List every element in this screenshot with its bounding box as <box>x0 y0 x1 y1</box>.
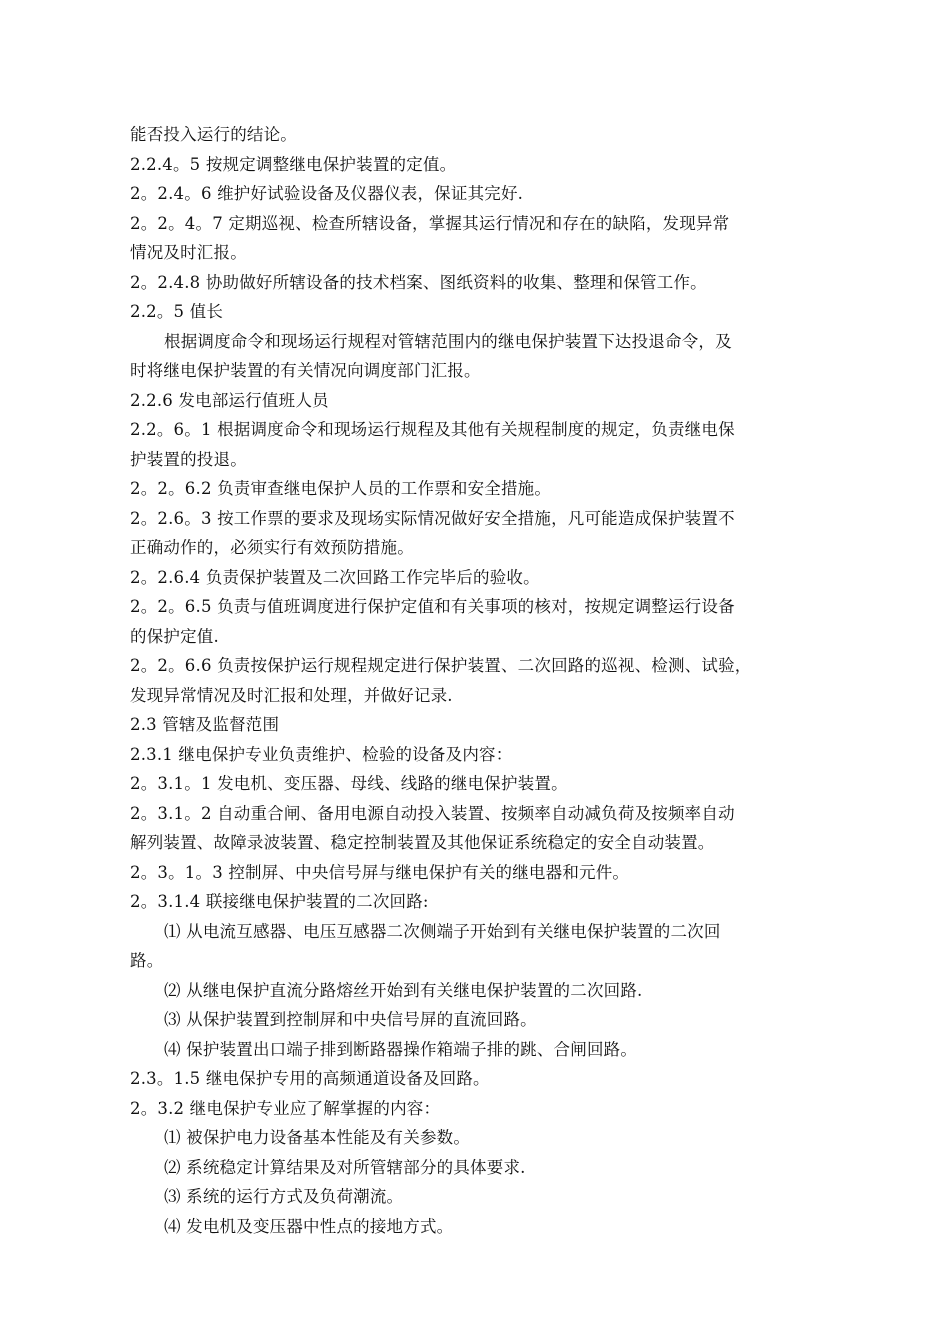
text-line: 路。 <box>130 951 164 970</box>
text-line: 2.3。1.5 继电保护专用的高频通道设备及回路。 <box>130 1069 490 1088</box>
text-line: 2。2.6。3 按工作票的要求及现场实际情况做好安全措施，凡可能造成保护装置不 <box>130 508 735 528</box>
text-line: 2。3.1。1 发电机、变压器、母线、线路的继电保护装置。 <box>130 774 568 793</box>
text-line: 2。2.4.8 协助做好所辖设备的技术档案、图纸资料的收集、整理和保管工作。 <box>130 272 707 292</box>
text-line: 2.3.1 继电保护专业负责维护、检验的设备及内容： <box>130 744 513 764</box>
text-line: 发现异常情况及时汇报和处理，并做好记录. <box>130 685 453 705</box>
text-line: 2。2.4。6 维护好试验设备及仪器仪表，保证其完好. <box>130 184 524 203</box>
text-line: 2。2。6.2 负责审查继电保护人员的工作票和安全措施。 <box>130 479 552 498</box>
text-line: 2。2。6.6 负责按保护运行规程规定进行保护装置、二次回路的巡视、检测、试验， <box>130 656 752 675</box>
text-line: 2。3.2 继电保护专业应了解掌握的内容： <box>130 1098 441 1118</box>
text-line: 2.2。6。1 根据调度命令和现场运行规程及其他有关规程制度的规定，负责继电保 <box>130 420 735 439</box>
text-line: 的保护定值. <box>130 626 219 646</box>
text-line: ⑷ 保护装置出口端子排到断路器操作箱端子排的跳、合闸回路。 <box>164 1039 638 1059</box>
text-line: ⑶ 从保护装置到控制屏和中央信号屏的直流回路。 <box>164 1010 537 1029</box>
text-line: 护装置的投退。 <box>130 449 247 469</box>
text-line: 2。2。6.5 负责与值班调度进行保护定值和有关事项的核对，按规定调整运行设备 <box>130 597 735 616</box>
text-line: 2.2。5 值长 <box>130 302 224 321</box>
text-line: 情况及时汇报。 <box>130 243 247 262</box>
text-line: ⑶ 系统的运行方式及负荷潮流。 <box>164 1187 404 1206</box>
text-line: 2.3 管辖及监督范围 <box>130 715 280 734</box>
text-line: ⑴ 被保护电力设备基本性能及有关参数。 <box>164 1128 471 1147</box>
text-line: ⑵ 从继电保护直流分路熔丝开始到有关继电保护装置的二次回路. <box>164 980 643 1000</box>
text-line: 2.2.6 发电部运行值班人员 <box>130 390 329 410</box>
text-line: ⑴ 从电流互感器、电压互感器二次侧端子开始到有关继电保护装置的二次回 <box>164 921 721 941</box>
text-line: 能否投入运行的结论。 <box>130 125 297 144</box>
text-line: ⑷ 发电机及变压器中性点的接地方式。 <box>164 1216 454 1236</box>
text-line: ⑵ 系统稳定计算结果及对所管辖部分的具体要求. <box>164 1157 526 1177</box>
text-line: 解列装置、故障录波装置、稳定控制装置及其他保证系统稳定的安全自动装置。 <box>130 833 715 852</box>
text-line: 正确动作的，必须实行有效预防措施。 <box>130 538 414 557</box>
text-line: 2。3.1。2 自动重合闸、备用电源自动投入装置、按频率自动减负荷及按频率自动 <box>130 803 735 823</box>
document-body <box>130 120 830 1241</box>
text-line: 2。3。1。3 控制屏、中央信号屏与继电保护有关的继电器和元件。 <box>130 862 630 882</box>
text-line: 时将继电保护装置的有关情况向调度部门汇报。 <box>130 361 481 380</box>
text-line: 2。2。4。7 定期巡视、检查所辖设备，掌握其运行情况和存在的缺陷，发现异常 <box>130 213 730 233</box>
text-line: 2.2.4。5 按规定调整继电保护装置的定值。 <box>130 154 457 174</box>
text-line: 2。3.1.4 联接继电保护装置的二次回路: <box>130 892 429 911</box>
text-line: 根据调度命令和现场运行规程对管辖范围内的继电保护装置下达投退命令，及 <box>164 331 732 351</box>
text-line: 2。2.6.4 负责保护装置及二次回路工作完毕后的验收。 <box>130 567 540 587</box>
